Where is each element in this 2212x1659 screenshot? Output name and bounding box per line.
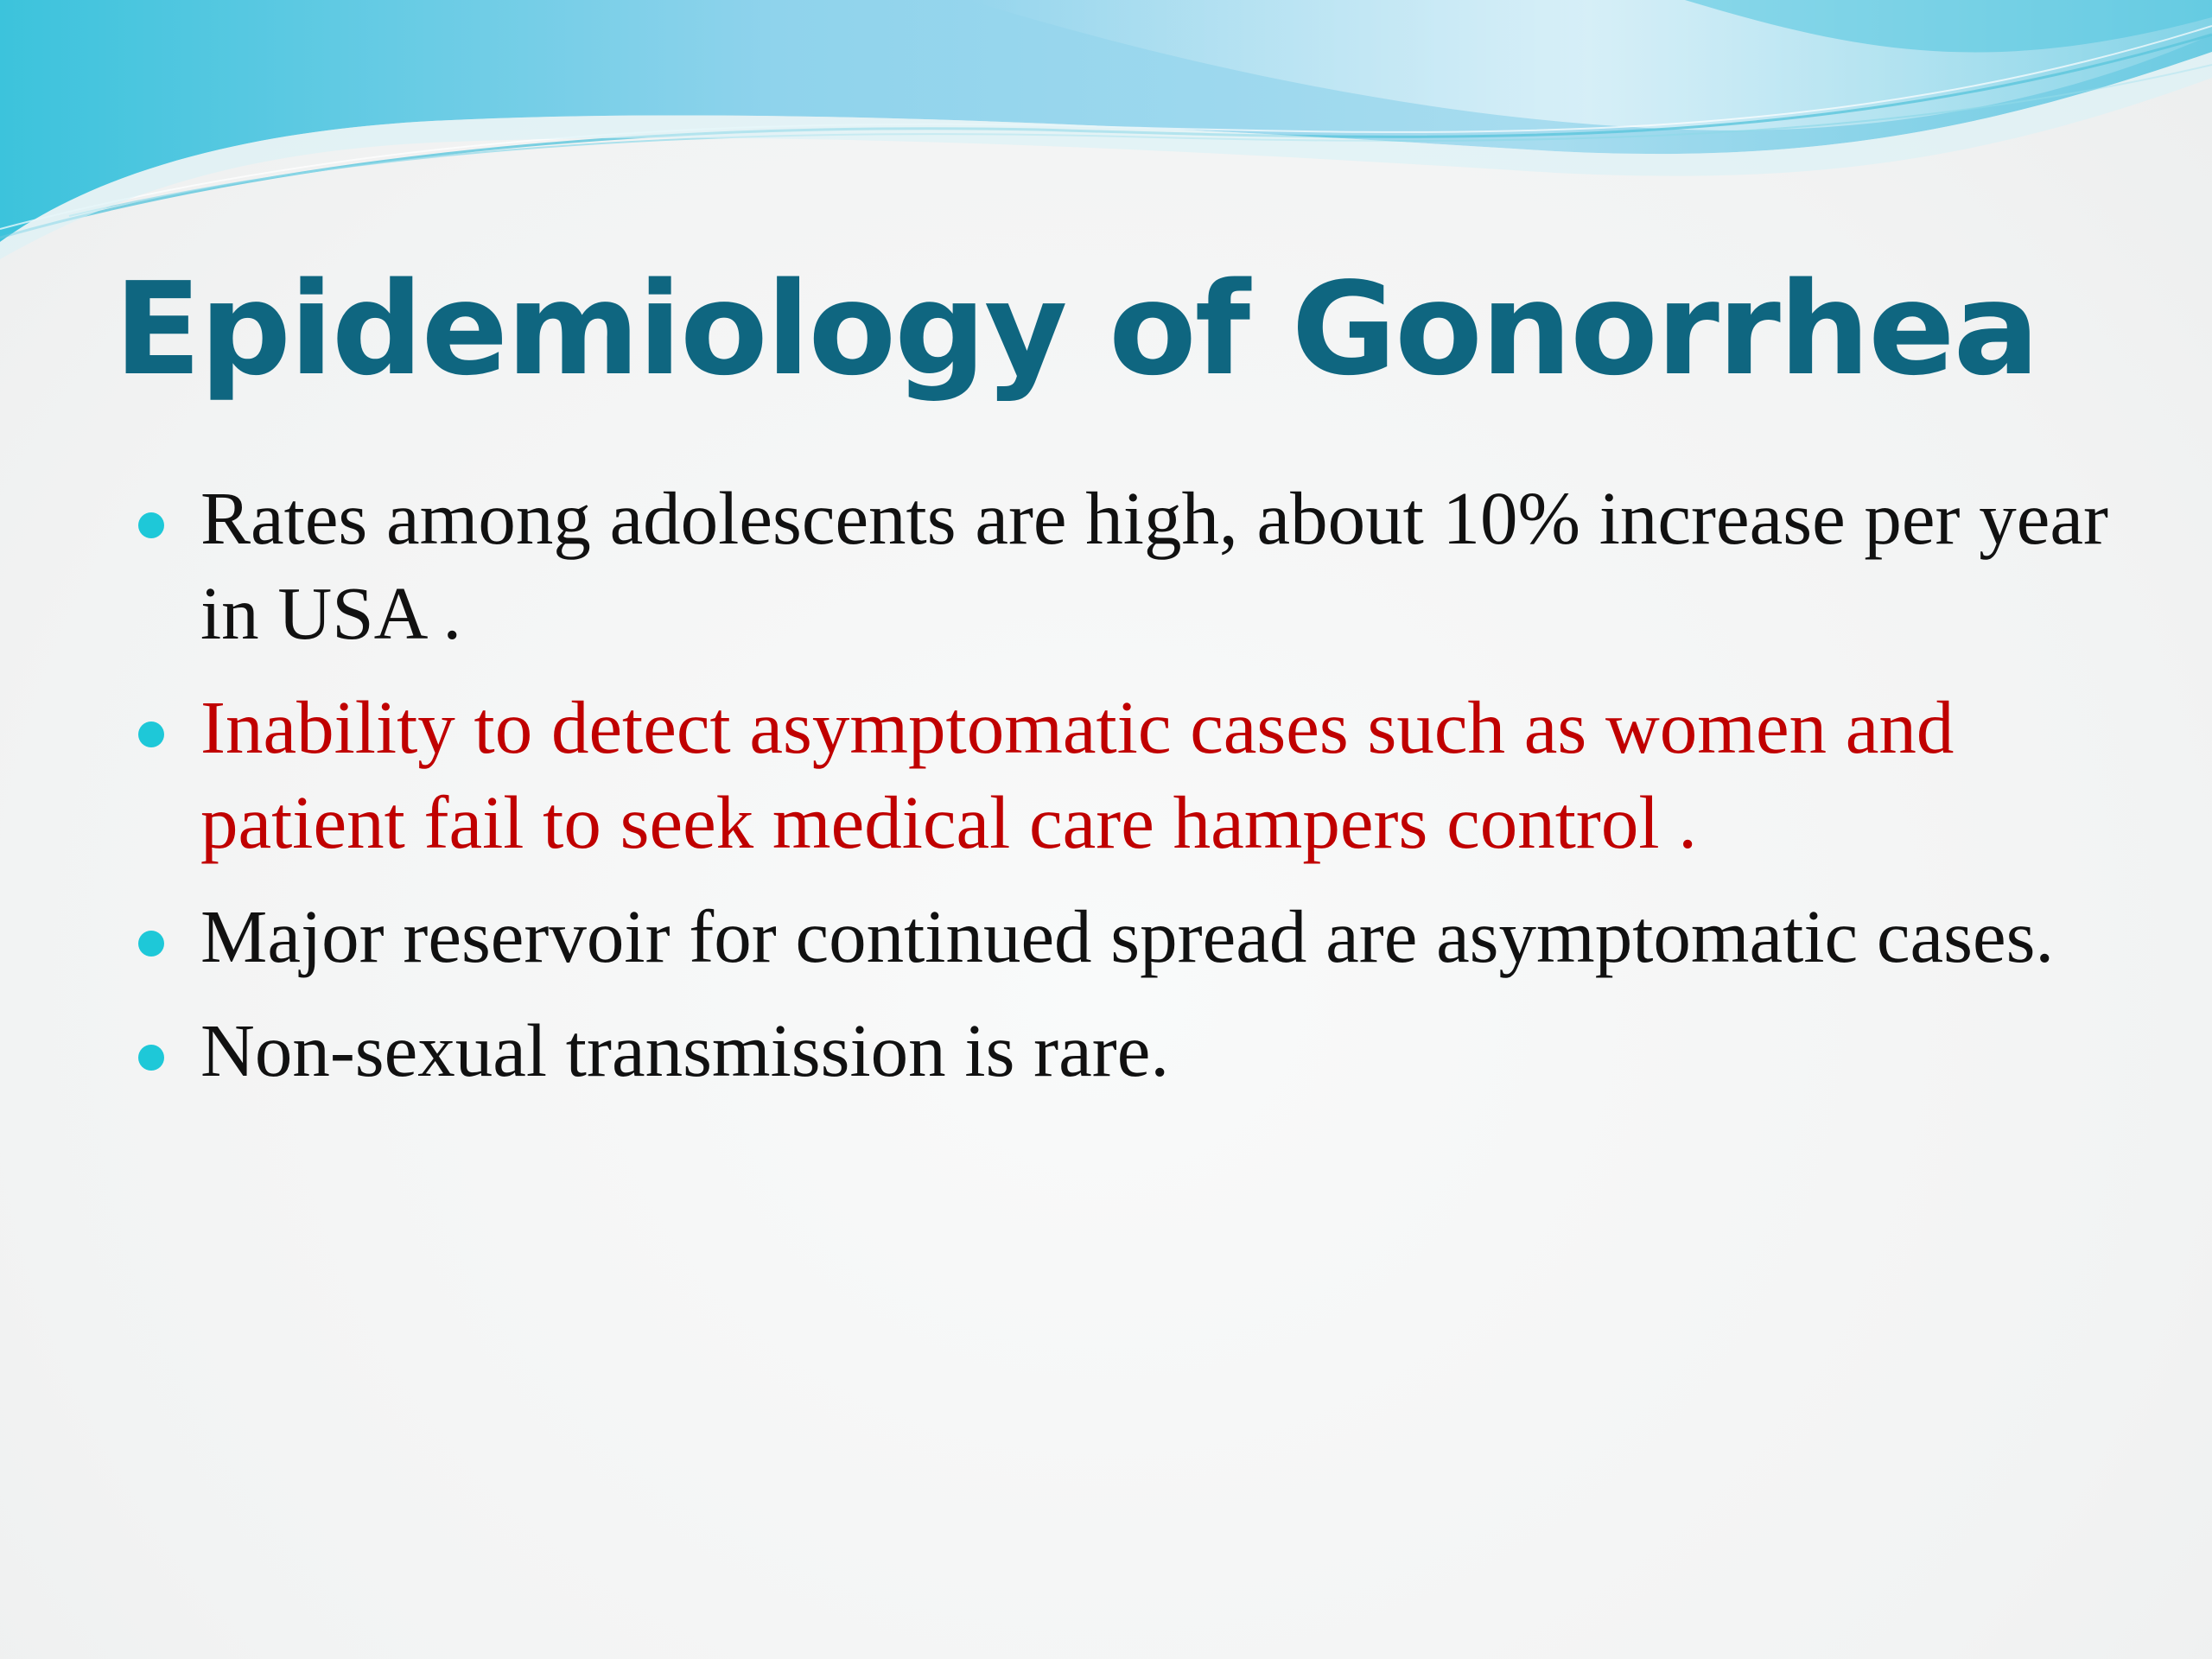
- bullet-item: [138, 889, 2126, 984]
- bullet-text: Non-sexual transmission is rare.: [200, 1008, 1170, 1092]
- bullet-text: Rates among adolescents are high, about 10% increase per year in USA .: [200, 476, 2108, 655]
- bullet-text-highlighted: Inability to detect asymptomatic cases such as women and patient fail to seek medical care hampers control .: [200, 685, 1955, 864]
- bullet-item: [138, 1003, 2126, 1098]
- bullet-dot-icon: [138, 721, 164, 747]
- bullet-text: Major reservoir for continued spread are asymptomatic cases.: [200, 894, 2055, 978]
- bullet-item: [138, 680, 2126, 870]
- header-wave-decoration: [0, 0, 2212, 259]
- slide-title: Epidemiology of Gonorrhea: [114, 255, 2038, 404]
- bullet-list: [138, 471, 2126, 1117]
- bullet-dot-icon: [138, 1045, 164, 1071]
- bullet-dot-icon: [138, 931, 164, 957]
- bullet-item: [138, 471, 2126, 661]
- bullet-dot-icon: [138, 512, 164, 538]
